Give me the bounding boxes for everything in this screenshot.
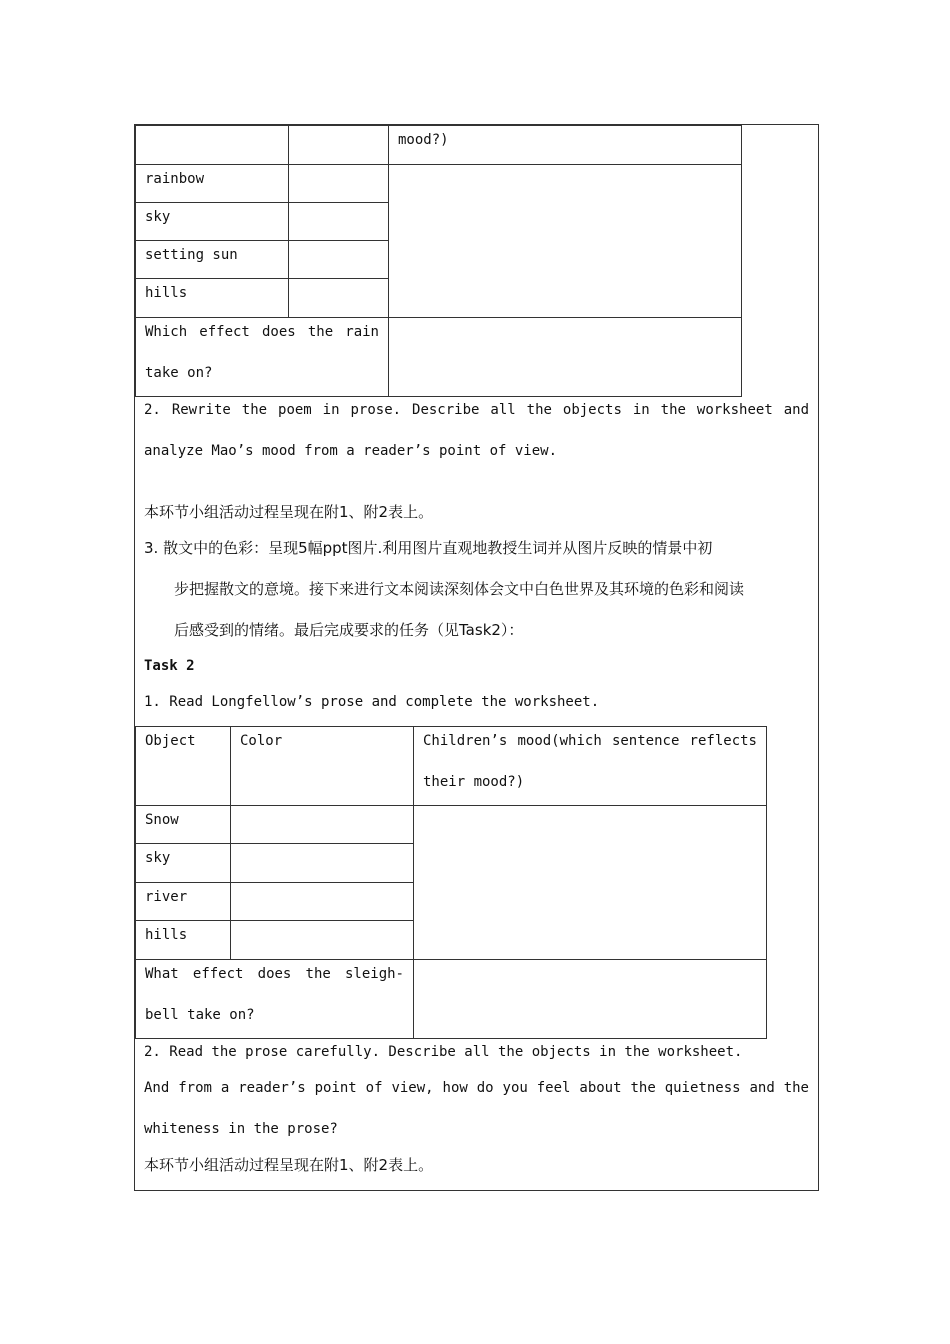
task1-q2-line1: 2. Rewrite the poem in prose. Describe all the objects in the worksheet and — [144, 402, 809, 418]
group-activity-note-2: 本环节小组活动过程呈现在附1、附2表上。 — [144, 1156, 434, 1174]
table1-effect-line1: Which effect does the rain — [145, 324, 379, 340]
table1-header-color — [288, 125, 389, 165]
table1-row-label: hills — [135, 278, 289, 318]
table2-header-mood-line2: their mood?) — [423, 774, 525, 790]
table2-effect-answer[interactable] — [413, 959, 767, 1039]
table2-color-cell[interactable] — [230, 882, 414, 921]
table2-color-cell[interactable] — [230, 805, 414, 844]
table1-effect-answer[interactable] — [388, 317, 742, 397]
table1-row-label: rainbow — [135, 164, 289, 203]
table1-color-cell[interactable] — [288, 202, 389, 241]
table1-header-object — [135, 125, 289, 165]
table1-header-mood: mood?) — [388, 125, 742, 165]
table2-header-color: Color — [230, 726, 414, 806]
step3-line3: 后感受到的情绪。最后完成要求的任务（见Task2）： — [174, 621, 524, 639]
table2-color-cell[interactable] — [230, 920, 414, 960]
table1-mood-cell[interactable] — [388, 164, 742, 318]
step3-line2: 步把握散文的意境。接下来进行文本阅读深刻体会文中白色世界及其环境的色彩和阅读 — [174, 580, 745, 598]
table2-row-label: sky — [135, 843, 231, 883]
task2-q2-line2: And from a reader’s point of view, how do you feel about the quietness and the — [144, 1080, 809, 1096]
table2-row-label: river — [135, 882, 231, 921]
table1-color-cell[interactable] — [288, 164, 389, 203]
task2-q1: 1. Read Longfellow’s prose and complete the worksheet. — [144, 694, 600, 710]
table2-effect-question — [135, 959, 414, 1039]
table2-header-mood-line1: Children’s mood(which sentence reflects — [423, 733, 757, 749]
table1-effect-line2: take on? — [145, 365, 213, 381]
table1-color-cell[interactable] — [288, 278, 389, 318]
task2-q2-line3: whiteness in the prose? — [144, 1121, 338, 1137]
table2-effect-line2: bell take on? — [145, 1007, 255, 1023]
step3-line1: 3. 散文中的色彩：呈现5幅ppt图片.利用图片直观地教授生词并从图片反映的情景中初 — [144, 539, 713, 557]
table1-row-label: setting sun — [135, 240, 289, 279]
table2-color-cell[interactable] — [230, 843, 414, 883]
table2-header-object: Object — [135, 726, 231, 806]
table1-color-cell[interactable] — [288, 240, 389, 279]
task2-q2-line1: 2. Read the prose carefully. Describe all the objects in the worksheet. — [144, 1044, 743, 1060]
table1-row-label: sky — [135, 202, 289, 241]
task2-title: Task 2 — [144, 658, 195, 674]
table2-effect-line1: What effect does the sleigh- — [145, 966, 404, 982]
table1-effect-question — [135, 317, 389, 397]
table2-mood-cell[interactable] — [413, 805, 767, 960]
table2-row-label: Snow — [135, 805, 231, 844]
group-activity-note-1: 本环节小组活动过程呈现在附1、附2表上。 — [144, 503, 434, 521]
task1-q2-line2: analyze Mao’s mood from a reader’s point of view. — [144, 443, 558, 459]
table2-row-label: hills — [135, 920, 231, 960]
table2-header-mood — [413, 726, 767, 806]
